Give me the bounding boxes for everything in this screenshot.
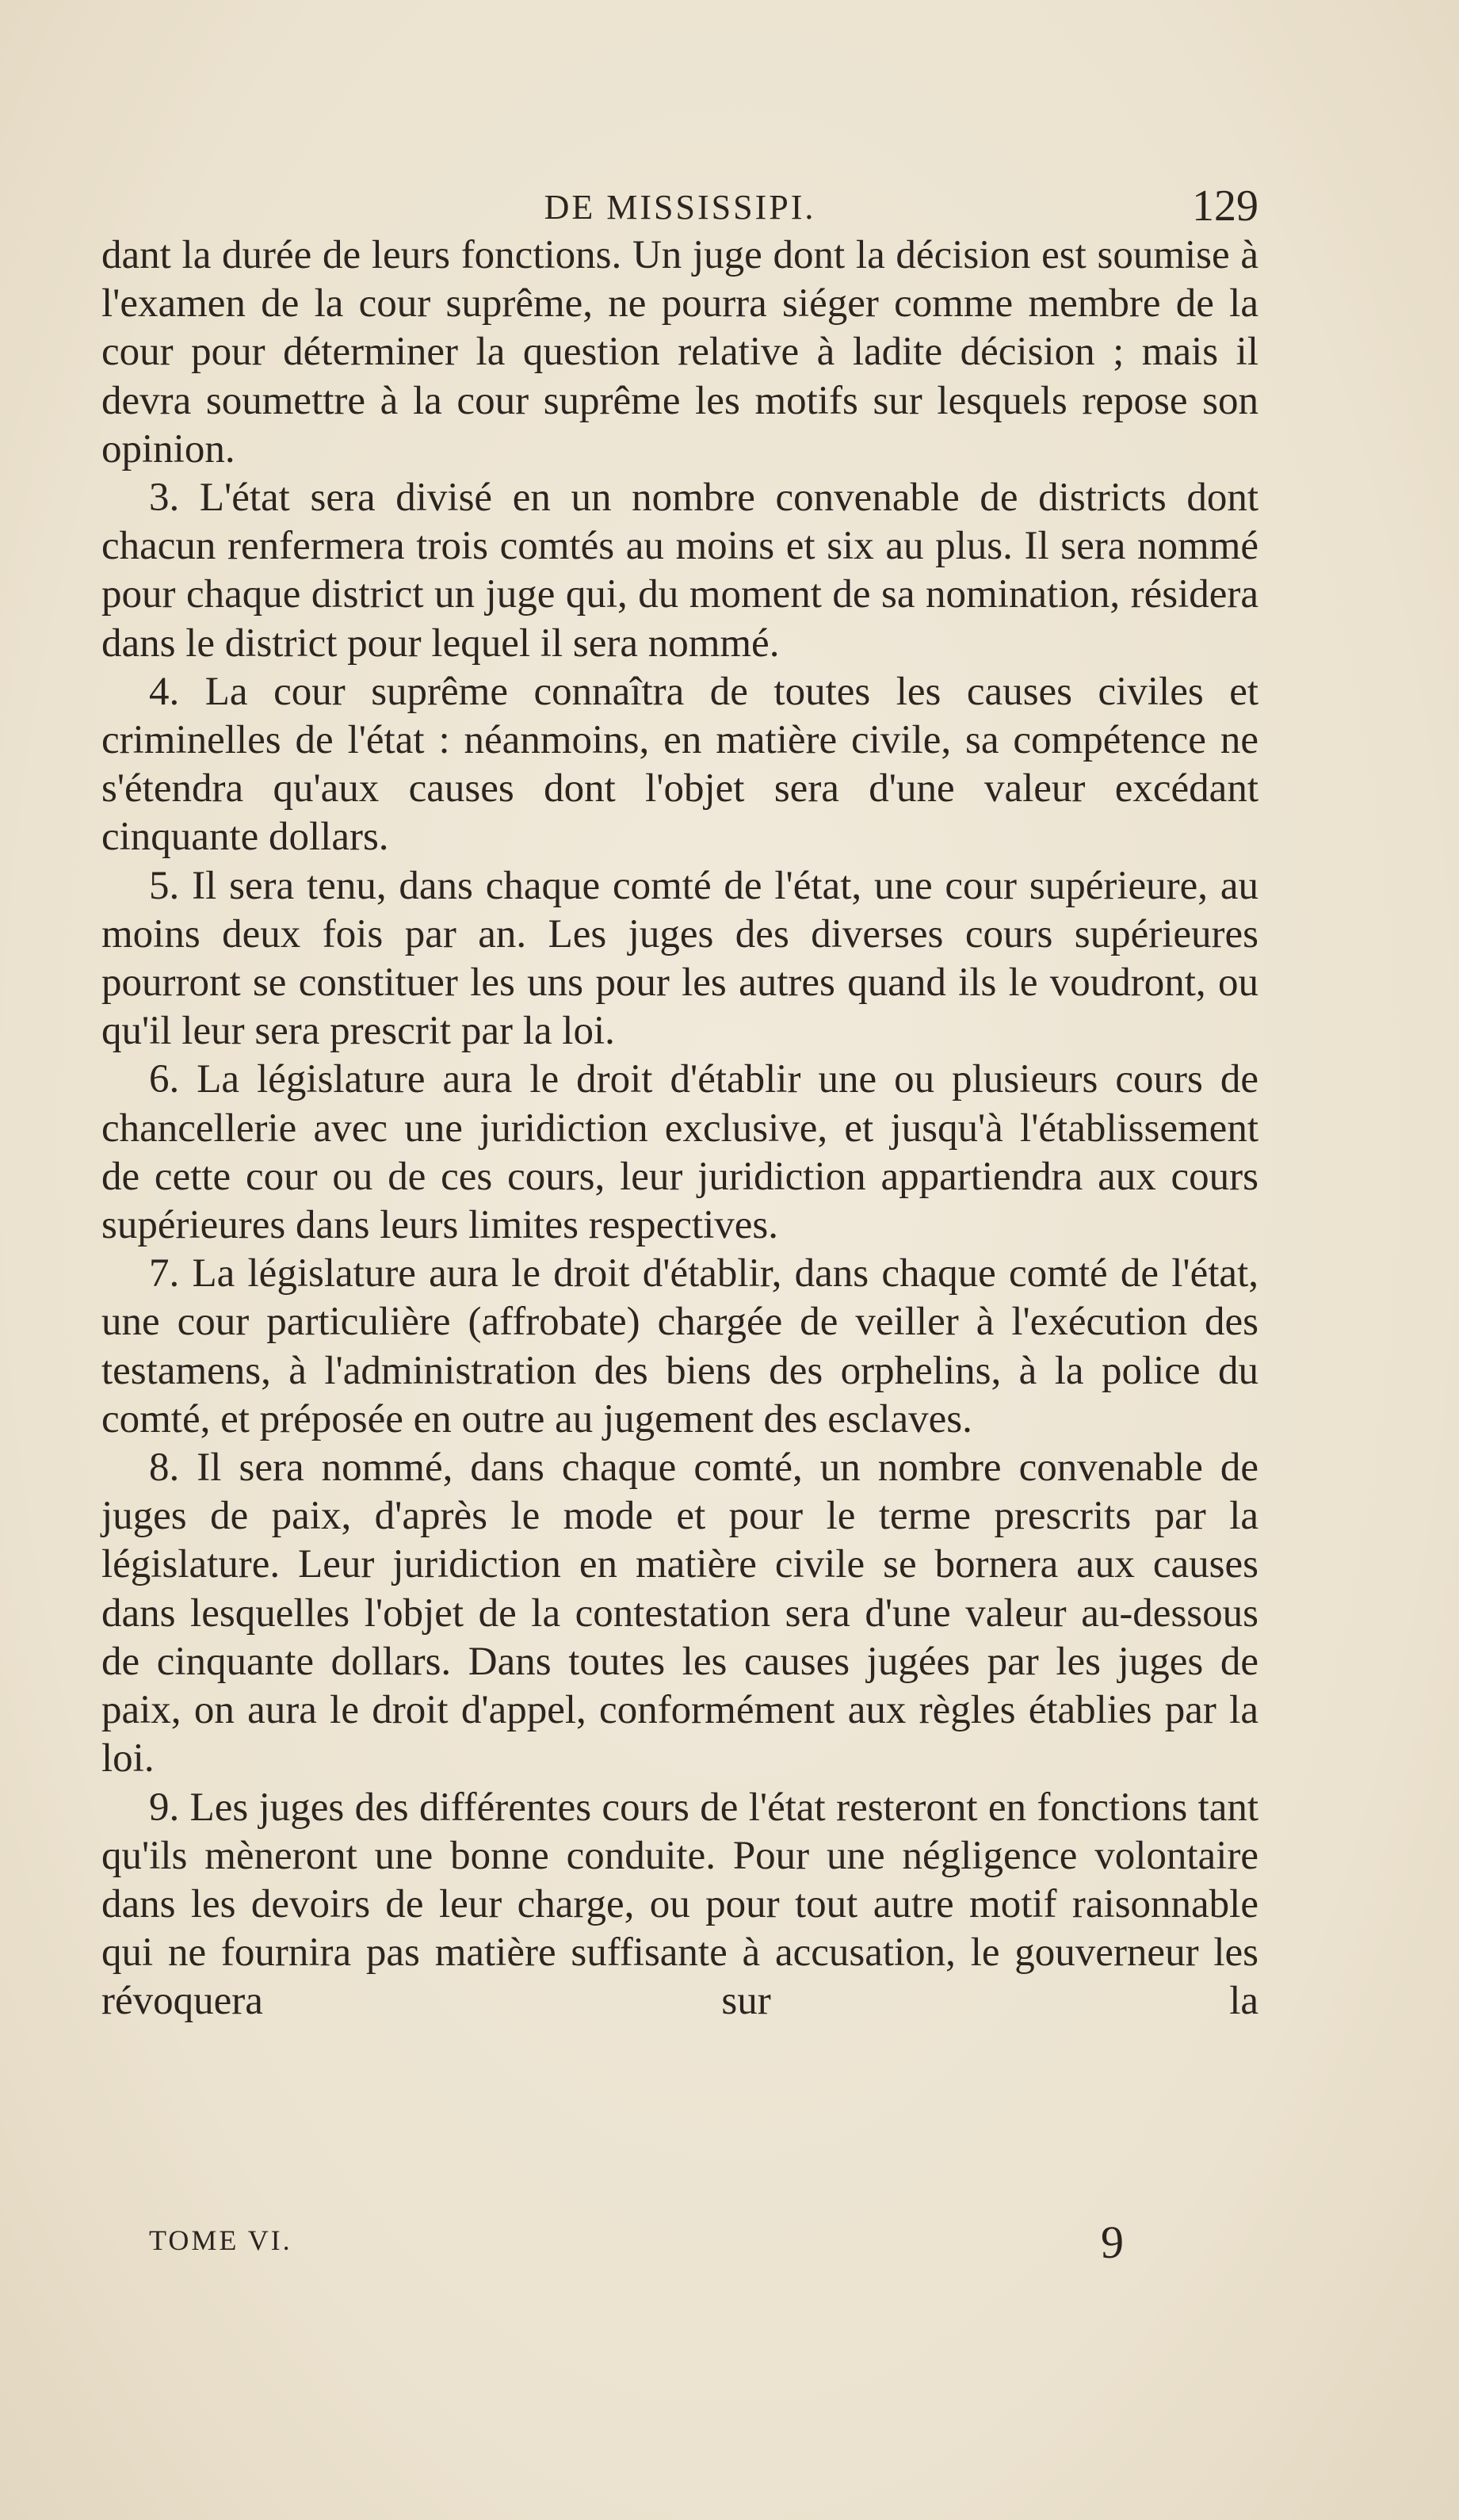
paragraph-continuation: dant la durée de leurs fonctions. Un juge dont la décision est soumise à l'examen de la cour suprême, ne pourra siéger comme membre de la cour pour déterminer la question relative à ladite décision ; mais il devra soumettre à la cour suprême les motifs sur lesquels repose son opinion.: [101, 233, 1258, 472]
paragraph-article-8: 8. Il sera nommé, dans chaque comté, un nombre convenable de juges de paix, d'après le mode et pour le terme prescrits par la législature. Leur juridiction en matière civile se bornera aux causes dans lesquelles l'objet de la contestation sera d'une valeur au-dessous de cinquante dollars. Dans toutes les causes jugées par les juges de paix, on aura le droit d'appel, conformément aux règles établies par la loi.: [101, 1445, 1258, 1781]
running-head: DE MISSISSIPI.: [544, 188, 816, 227]
body-text: [101, 231, 1258, 2026]
page-number: 129: [1192, 181, 1258, 231]
page-footer: [149, 2216, 1124, 2271]
paragraph-article-6: 6. La législature aura le droit d'établir une ou plusieurs cours de chancellerie avec une juridiction exclusive, et jusqu'à l'établissement de cette cour ou de ces cours, leur juridiction appartiendra aux cours supérieures dans leurs limites respectives.: [101, 1057, 1258, 1248]
paragraph-article-5: 5. Il sera tenu, dans chaque comté de l'état, une cour supérieure, au moins deux fois par an. Les juges des diverses cours supérieures pourront se constituer les uns pour les autres quand ils le voudront, ou qu'il leur sera prescrit par la loi.: [101, 863, 1258, 1054]
paragraph-article-9: 9. Les juges des différentes cours de l'état resteront en fonctions tant qu'ils mèneront une bonne conduite. Pour une négligence volontaire dans les devoirs de leur charge, ou pour tout autre motif raisonnable qui ne fournira pas matière suffisante à accusation, le gouverneur les révoquera sur la: [101, 1785, 1258, 2024]
paragraph-article-4: 4. La cour suprême connaîtra de toutes les causes civiles et criminelles de l'état : néanmoins, en matière civile, sa compétence ne s'étendra qu'aux causes dont l'objet sera d'une valeur excédant cinquante dollars.: [101, 669, 1258, 860]
page-header: [101, 181, 1258, 236]
volume-signature: TOME VI.: [149, 2224, 292, 2256]
paragraph-article-7: 7. La législature aura le droit d'établir, dans chaque comté de l'état, une cour particulière (affrobate) chargée de veiller à l'exécution des testamens, à l'administration des biens des orphelins, à la police du comté, et préposée en outre au jugement des esclaves.: [101, 1251, 1258, 1441]
signature-mark: 9: [1101, 2216, 1124, 2268]
paragraph-article-3: 3. L'état sera divisé en un nombre convenable de districts dont chacun renfermera trois comtés au moins et six au plus. Il sera nommé pour chaque district un juge qui, du moment de sa nomination, résidera dans le district pour lequel il sera nommé.: [101, 475, 1258, 666]
